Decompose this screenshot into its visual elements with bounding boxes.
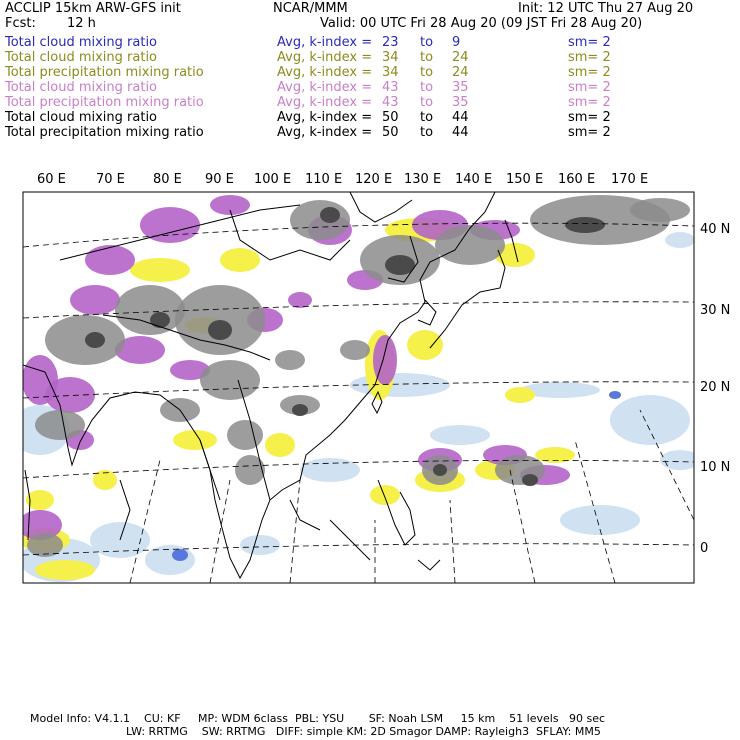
cloud-core [150, 312, 170, 328]
field-k-end: 35 [452, 80, 469, 95]
field-k-start: 43 [382, 80, 399, 95]
field-k-end: 44 [452, 125, 469, 140]
field-name: Total precipitation mixing ratio [5, 125, 204, 140]
field-name: Total precipitation mixing ratio [5, 95, 204, 110]
cloud-core [565, 217, 605, 233]
cloud-patch [430, 425, 490, 445]
field-to: to [420, 35, 434, 50]
lon-label-170e: 170 E [611, 172, 649, 187]
field-k-start: 23 [382, 35, 399, 50]
field-avg-label: Avg, k-index = [277, 50, 373, 65]
precip-patch [35, 560, 95, 580]
field-k-start: 34 [382, 50, 399, 65]
field-smoothing: sm= 2 [568, 65, 611, 80]
field-name: Total cloud mixing ratio [5, 50, 158, 65]
precip-patch [210, 195, 250, 215]
lat-label-20n: 20 N [700, 380, 731, 395]
field-smoothing: sm= 2 [568, 80, 611, 95]
field-smoothing: sm= 2 [568, 110, 611, 125]
field-name: Total cloud mixing ratio [5, 35, 158, 50]
cloud-patch [610, 395, 690, 445]
field-k-start: 43 [382, 95, 399, 110]
lon-label-160e: 160 E [558, 172, 596, 187]
lon-label-60e: 60 E [37, 172, 66, 187]
precip-patch [85, 245, 135, 275]
field-avg-label: Avg, k-index = [277, 125, 373, 140]
lon-label-100e: 100 E [254, 172, 292, 187]
field-to: to [420, 125, 434, 140]
field-avg-label: Avg, k-index = [277, 35, 373, 50]
cloud-core [292, 404, 308, 416]
cloud-patch [300, 458, 360, 482]
lon-label-120e: 120 E [355, 172, 393, 187]
cloud-patch-gray [227, 420, 263, 450]
field-to: to [420, 65, 434, 80]
cloud-patch [665, 232, 695, 248]
precip-patch [407, 330, 443, 360]
precip-patch [288, 292, 312, 308]
cloud-core [208, 320, 232, 340]
valid-time: Valid: 00 UTC Fri 28 Aug 20 (09 JST Fri 28 Aug 20) [320, 16, 643, 31]
organization-label: NCAR/MMM [273, 1, 348, 16]
cloud-patch-dark [609, 391, 621, 399]
field-to: to [420, 110, 434, 125]
field-k-end: 24 [452, 50, 469, 65]
field-name: Total cloud mixing ratio [5, 80, 158, 95]
field-smoothing: sm= 2 [568, 50, 611, 65]
model-info-line1: Model Info: V4.1.1 CU: KF MP: WDM 6class PBL: YSU SF: Noah LSM 15 km 51 levels 90 sec [30, 712, 606, 725]
lat-label-30n: 30 N [700, 303, 731, 318]
lon-label-90e: 90 E [205, 172, 234, 187]
cloud-patch-gray [630, 198, 690, 222]
lon-label-150e: 150 E [506, 172, 544, 187]
lon-label-140e: 140 E [455, 172, 493, 187]
precip-patch [370, 485, 400, 505]
model-title: ACCLIP 15km ARW-GFS init [5, 1, 181, 16]
field-to: to [420, 80, 434, 95]
precip-patch [70, 285, 120, 315]
field-k-start: 34 [382, 65, 399, 80]
cloud-patch [145, 545, 195, 575]
cloud-patch-gray [435, 225, 505, 265]
field-to: to [420, 95, 434, 110]
lon-label-130e: 130 E [404, 172, 442, 187]
precip-patch [265, 433, 295, 457]
lon-label-70e: 70 E [96, 172, 125, 187]
cloud-patch-gray [275, 350, 305, 370]
cloud-patch-gray [200, 360, 260, 400]
cloud-patch-gray [235, 455, 265, 485]
field-avg-label: Avg, k-index = [277, 65, 373, 80]
lon-label-80e: 80 E [153, 172, 182, 187]
model-info-line2: LW: RRTMG SW: RRTMG DIFF: simple KM: 2D Smagor DAMP: Rayleigh3 SFLAY: MM5 [126, 725, 601, 738]
cloud-patch-gray [115, 285, 185, 335]
field-k-end: 9 [452, 35, 461, 50]
lat-label-10n: 10 N [700, 460, 731, 475]
cloud-patch-gray [340, 340, 370, 360]
field-name: Total cloud mixing ratio [5, 110, 158, 125]
precip-patch [505, 387, 535, 403]
cloud-patch [240, 535, 280, 555]
lon-label-110e: 110 E [305, 172, 343, 187]
lat-label-40n: 40 N [700, 222, 731, 237]
init-time: Init: 12 UTC Thu 27 Aug 20 [518, 1, 694, 16]
cloud-core [320, 207, 340, 223]
field-k-start: 50 [382, 110, 399, 125]
field-k-end: 35 [452, 95, 469, 110]
lat-label-0: 0 [700, 541, 709, 556]
precip-patch [373, 335, 397, 385]
field-to: to [420, 50, 434, 65]
cloud-core [433, 464, 447, 476]
cloud-core [522, 474, 538, 486]
field-k-start: 50 [382, 125, 399, 140]
cloud-core [85, 332, 105, 348]
field-name: Total precipitation mixing ratio [5, 65, 204, 80]
precip-patch [220, 248, 260, 272]
cloud-patch-dark [172, 549, 188, 561]
field-smoothing: sm= 2 [568, 125, 611, 140]
precip-patch [130, 258, 190, 282]
forecast-label: Fcst: [5, 16, 36, 31]
field-avg-label: Avg, k-index = [277, 95, 373, 110]
cloud-patch-gray [35, 410, 85, 440]
field-smoothing: sm= 2 [568, 35, 611, 50]
cloud-patch-gray [290, 200, 350, 240]
field-avg-label: Avg, k-index = [277, 110, 373, 125]
field-smoothing: sm= 2 [568, 95, 611, 110]
field-k-end: 44 [452, 110, 469, 125]
field-avg-label: Avg, k-index = [277, 80, 373, 95]
forecast-hour: 12 h [67, 16, 96, 31]
field-k-end: 24 [452, 65, 469, 80]
